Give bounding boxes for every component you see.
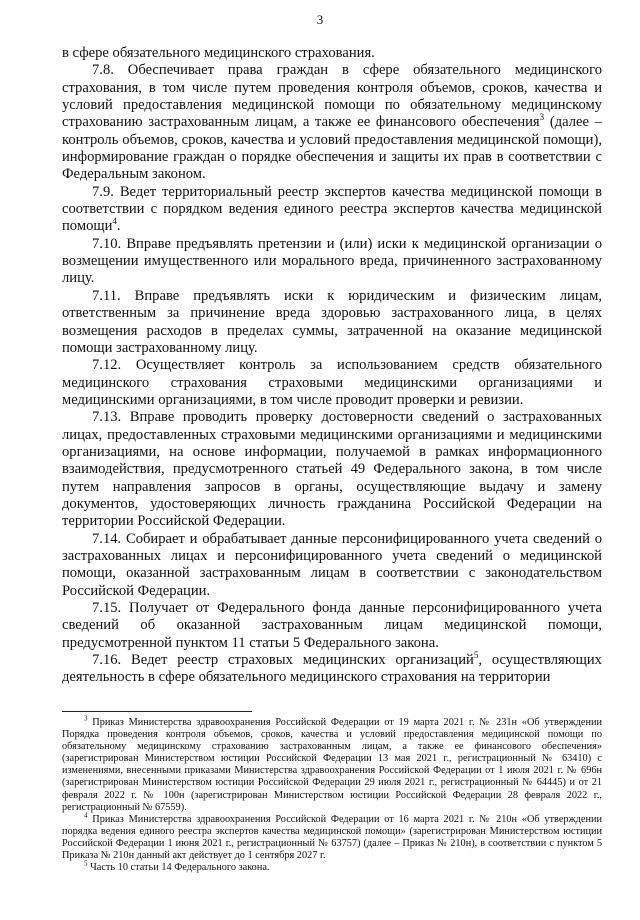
paragraph [62, 184, 602, 236]
paragraph-text: 7.14. Собирает и обрабатывает данные персонифицированного учета сведений о застрахованных лицах и персонифицированного учета сведений о медицинской помощи, оказанной застрахованным лицам в соответствии с законодательством Российской Федерации. [62, 530, 602, 599]
footnote-mark: 4 [84, 811, 88, 820]
paragraph-text-tail: . [116, 218, 121, 235]
footnote [62, 859, 602, 874]
footnotes [62, 714, 602, 874]
footnote-text: Приказ Министерства здравоохранения Российской Федерации от 19 марта 2021 г. № 231н «Об утверждении Порядка проведения контроля объемов, сроков, качества и условий предоставления медицинской помощи по обязательному медицинскому страхованию застрахованным лицам, а также ее финансового обеспечения» (зарегистрирован Министерством юстиции Российской Федерации 13 мая 2021 г., регистрационный № 63410) с изменениями, внесенными приказами Министерства здравоохранения Российской Федерации от 1 июля 2021 г. № 696н (зарегистрирован Министерством юстиции Российской Федерации 29 июля 2021 г., регистрационный № 64445) и от 21 февраля 2022 г. № 100н (зарегистрирован Министерством юстиции Российской Федерации 28 февраля 2022 г., регистрационный № 67559). [62, 717, 602, 813]
paragraph [62, 409, 602, 530]
footnote-text: Приказ Министерства здравоохранения Российской Федерации от 16 марта 2021 г. № 210н «Об утверждении порядка ведения единого реестра экспертов качества медицинской помощи» (зарегистрирован Министерством юстиции Российской Федерации 1 июня 2021 г., регистрационный № 63757) (далее – Приказ № 210н), в соответствии с пунктом 5 Приказа № 210н данный акт действует до 1 сентября 2027 г. [62, 813, 602, 862]
paragraph-text: 7.16. Ведет реестр страховых медицинских организаций [92, 652, 474, 669]
document-body [62, 45, 602, 687]
page-number: 3 [316, 12, 324, 27]
footnote-reference: 4 [112, 216, 117, 227]
paragraph [62, 531, 602, 600]
footnote-reference: 3 [539, 112, 545, 123]
paragraph-text: 7.9. Ведет территориальный реестр экспертов качества медицинской помощи в соответствии с порядком ведения единого реестра экспертов качества медицинской помощи [62, 183, 602, 235]
footnote-divider [62, 711, 252, 712]
paragraph [62, 236, 602, 288]
paragraph [62, 652, 602, 687]
paragraph-text: 7.8. Обеспечивает права граждан в сфере обязательного медицинского страхования, в том числе путем проведения контроля объемов, сроков, качества и условий предоставления медицинской помощи по обязательному медицинскому страхованию застрахованным лицам, а также ее финансового обеспечения [62, 62, 602, 131]
paragraph-text-tail: (далее – контроль объемов, сроков, качества и условий предоставления медицинской помощи), информирование граждан о порядке обеспечения и защиты их прав в соответствии с Федеральным законом. [62, 114, 602, 183]
footnote [62, 811, 602, 862]
paragraph-text: 7.10. Вправе предъявлять претензии и (или) иски к медицинской организации о возмещении имущественного или морального вреда, причиненного застрахованному лицу. [62, 235, 602, 287]
paragraph-text: в сфере обязательного медицинского страхования. [62, 45, 375, 61]
footnote [62, 714, 602, 814]
paragraph-text: 7.15. Получает от Федерального фонда данные персонифицированного учета сведений об оказанной застрахованным лицам медицинской помощи, предусмотренной пунктом 11 статьи 5 Федерального закона. [62, 600, 602, 651]
paragraph-text: 7.11. Вправе предъявлять иски к юридическим и физическим лицам, ответственным за причинение вреда здоровью застрахованного лица, в целях возмещения расходов в пределах суммы, затраченной на оказание медицинской помощи застрахованному лицу. [62, 287, 602, 356]
footnote-mark: 3 [84, 714, 88, 723]
paragraph-text-tail: , осуществляющих деятельность в сфере обязательного медицинского страхования на территории [62, 652, 602, 686]
paragraph [62, 600, 602, 652]
footnote-text: Часть 10 статьи 14 Федерального закона. [87, 862, 270, 874]
paragraph [62, 357, 602, 409]
footnote-mark: 5 [84, 859, 88, 868]
paragraph [62, 45, 602, 62]
paragraph-text: 7.13. Вправе проводить проверку достоверности сведений о застрахованных лицах, предоставленных страховыми медицинскими организациями и медицинскими организациями, на основе информации, получаемой в рамках информационного взаимодействия, предусмотренного статьей 49 Федерального закона, в том числе путем направления запросов в органы, осуществляющие выдачу и замену документов, удостоверяющих личность гражданина Российской Федерации на территории Российской Федерации. [62, 409, 602, 530]
paragraph-text: 7.12. Осуществляет контроль за использованием средств обязательного медицинского страхования страховыми медицинскими организациями и медицинскими организациями, в том числе проводит проверки и ревизии. [62, 357, 602, 408]
footnote-reference: 5 [473, 650, 479, 661]
paragraph [62, 288, 602, 357]
paragraph [62, 62, 602, 183]
